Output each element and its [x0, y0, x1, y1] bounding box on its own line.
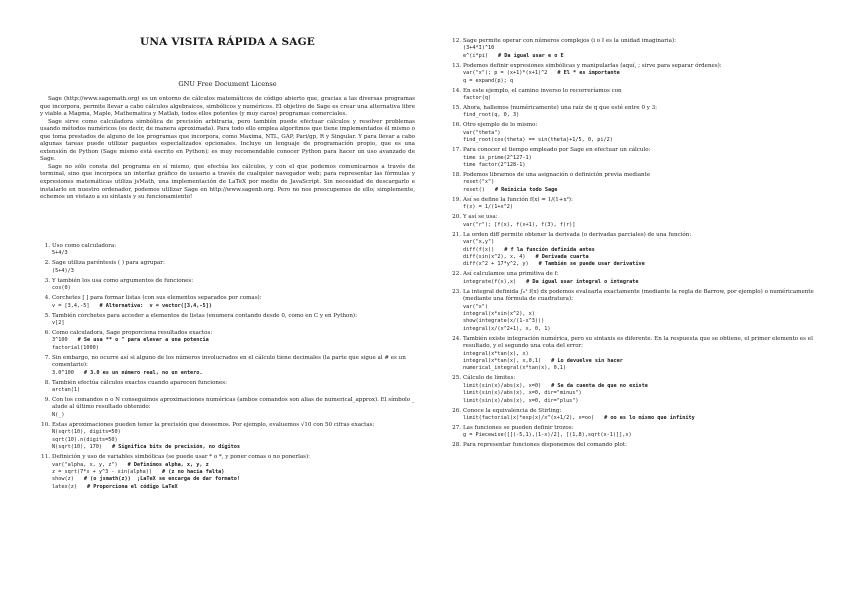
- list-item: [40, 313, 415, 328]
- item-description: Sage utiliza paréntesis ( ) para agrupar:: [52, 260, 165, 267]
- code-text: e^(i*pi): [463, 52, 488, 59]
- item-description: Otro ejemplo de lo mismo:: [463, 122, 538, 129]
- code-comment: # También se puede usar derivative: [538, 261, 645, 268]
- code-text: time factor(2^128-1): [463, 162, 526, 169]
- item-number: 5.: [44, 312, 50, 319]
- item-number: 22.: [452, 271, 461, 278]
- list-item: [451, 232, 819, 269]
- code-line: [463, 358, 819, 365]
- code-comment: # Alternativa: v = vector([3,4,-5]): [99, 302, 212, 309]
- list-item: [451, 425, 819, 440]
- code-line: [463, 432, 819, 439]
- list-item: [451, 38, 819, 60]
- code-comment: # Proporciona el código LaTeX: [87, 483, 178, 490]
- item-description: Para representar funciones disponemos del comando plot:: [463, 442, 627, 449]
- item-description: Sin embargo, no ocurre así si alguno de los números involucrados en el cálculo tiene decimales (la parte que sigue al # es un comentario):: [52, 354, 406, 369]
- list-item: [451, 289, 819, 333]
- code-comment: # f la función definida antes: [504, 246, 595, 253]
- code-line: [52, 484, 415, 491]
- code-line: [463, 398, 819, 405]
- item-description: Para conocer el tiempo empleado por Sage en efectuar un cálculo:: [463, 147, 651, 154]
- item-number: 16.: [452, 122, 461, 129]
- right-numbered-list: [451, 38, 819, 452]
- item-number: 27.: [452, 425, 461, 431]
- list-item: [451, 88, 819, 103]
- list-item: [40, 380, 415, 395]
- list-item: [40, 278, 415, 293]
- code-line: [463, 326, 819, 333]
- code-text: var("x,y"): [463, 239, 495, 246]
- item-number: 12.: [452, 38, 461, 44]
- list-item: [451, 105, 819, 120]
- code-text: limit(sin(x)/abs(x), x=0): [463, 382, 542, 389]
- code-text: diff(sin(x^2), x, 4): [463, 253, 526, 260]
- document-title: UNA VISITA RÁPIDA A SAGE: [139, 36, 316, 48]
- code-text: find_root(q, 0, 3): [463, 112, 520, 119]
- code-line: [463, 279, 819, 286]
- list-item: [451, 172, 819, 194]
- code-line: [463, 70, 819, 77]
- code-comment: # El * es importante: [557, 70, 620, 77]
- item-description: La orden diff permite obtener la derivada (o derivadas parciales) de una función:: [463, 231, 692, 238]
- list-item: [451, 408, 819, 423]
- code-text: integral(x*tan(x), x,0,1): [463, 357, 542, 364]
- code-line: [463, 318, 819, 325]
- code-text: var("r"); [f(x), f(x+1), f(3), f(r)]: [463, 221, 576, 228]
- code-line: [463, 95, 819, 102]
- item-description: En este ejemplo, el camino inverso lo recorreríamos con: [463, 87, 622, 94]
- item-number: 9.: [44, 397, 50, 404]
- code-line: [52, 320, 415, 327]
- code-line: [463, 78, 819, 85]
- list-item: [451, 63, 819, 85]
- item-description: La integral definida ∫₀¹ f(x) dx podemos evaluarla exactamente (mediante la regla de Barrow, por ejemplo) o numéricamente (mediante una fórmula de cuadratura):: [463, 288, 814, 303]
- code-text: reset("x"): [463, 179, 495, 186]
- code-line: [52, 250, 415, 257]
- intro-paragraph: Sage (http://www.sagemath.org) es un entorno de cálculos matemáticos de código abierto que, gracias a las diversas programas que incorpora, permite llevar a cabo cálculos algebraicos, simbólicos y numéricos. El objetivo de Sage es crear una alternativa libre y viable a Magma, Maple, Mathematica y Matlab, todos ellos potentes (y muy caros) programas comerciales.: [40, 96, 415, 118]
- code-text: v[2]: [52, 320, 65, 327]
- code-text: limit(factorial(x)*exp(x)/x^(x+1/2), x=oo): [463, 415, 595, 421]
- item-number: 17.: [452, 147, 461, 154]
- code-text: var("x"); p = (x+1)*(x+1)^2: [463, 70, 548, 77]
- item-description: También corchetes para acceder a elementos de listas (enumera contando desde 0, como en C y en Python):: [52, 312, 357, 319]
- code-text: var("theta"): [463, 129, 501, 136]
- code-text: N(sqrt(10), 170): [52, 444, 102, 451]
- item-description: Definición y uso de variables simbólicas (se puede usar * o *, y poner comas o no ponerlas):: [52, 454, 311, 461]
- license-line: GNU Free Document License: [178, 80, 277, 88]
- code-text: time is_prime(2^127-1): [463, 154, 532, 161]
- code-text: var("alpha, x, y, z"): [52, 461, 118, 468]
- list-item: [451, 197, 819, 212]
- item-number: 23.: [452, 288, 461, 295]
- item-number: 18.: [452, 172, 461, 179]
- list-item: [40, 355, 415, 377]
- code-line: [463, 383, 819, 390]
- item-number: 25.: [452, 375, 461, 382]
- code-line: [52, 303, 415, 310]
- list-item: [40, 422, 415, 452]
- intro-paragraph: Sage sirve como calculadora simbólica de precisión arbitraria, pero también puede efectuar cálculos y resolver problemas usando métodos numéricos (es decir, de manera aproximada). Para todo ello emplea algoritmos que tiene implementados él mismo o que toma prestados de alguno de los programas que incorpora, como Maxima, NTL, GAP, Pari/gp, R y Singular. Y para llevar a cabo algunas tareas puede utilizar paquetes especializados opcionales. Incluye un lenguaje de programación propio, que es una extensión de Python (Sage mismo está escrito en Python); es muy recomendable conocer Python para hacer un uso avanzado de Sage.: [40, 118, 415, 163]
- item-number: 11.: [41, 454, 50, 461]
- item-description: Corchetes [ ] para formar listas (con sus elementos separados por comas):: [52, 295, 262, 302]
- code-text: f(x) = 1/(1+x^2): [463, 204, 513, 211]
- code-line: [463, 187, 819, 194]
- item-number: 10.: [41, 421, 50, 428]
- code-comment: # (z no hacía falta): [161, 468, 225, 475]
- code-text: find_root(cos(theta) == sin(theta)+1/5, 0, pi/2): [463, 137, 613, 144]
- code-comment: # Da igual usar e o E: [498, 52, 564, 59]
- code-comment: # 3.0 es un número real, no un entero.: [83, 369, 203, 376]
- item-description: Conoce la equivalencia de Stirling:: [463, 407, 562, 414]
- code-text: 3^100: [52, 337, 68, 344]
- code-text: z = sqrt(7*x + y^3 - sin(alpha)): [52, 468, 152, 475]
- code-line: [52, 268, 415, 275]
- code-line: [52, 437, 415, 444]
- code-text: arctan(1): [52, 387, 81, 394]
- code-line: [52, 429, 415, 436]
- item-number: 24.: [452, 335, 461, 342]
- code-text: factorial(1000): [52, 344, 99, 351]
- code-line: [463, 155, 819, 162]
- code-text: reset(): [463, 186, 485, 193]
- list-item: [451, 375, 819, 405]
- code-comment: # Se da cuenta de que no existe: [551, 382, 648, 389]
- code-line: [52, 476, 415, 483]
- code-text: 3.0^100: [52, 369, 74, 376]
- code-text: factor(q): [463, 95, 492, 102]
- code-text: v = [3,4,-5]: [52, 302, 90, 309]
- code-text: (5+4)/3: [52, 267, 74, 274]
- code-line: [463, 415, 819, 422]
- code-line: [463, 304, 819, 311]
- intro-section: [40, 96, 415, 202]
- code-text: g = Piecewise([[(-5,1),(1-x)/2], [(1,8),sqrt(x-1)]],x): [463, 432, 632, 439]
- list-item: [40, 454, 415, 491]
- code-text: var("x"): [463, 303, 488, 310]
- code-text: integral(x*tan(x), x): [463, 350, 529, 357]
- item-number: 20.: [452, 214, 461, 221]
- item-description: También efectúa cálculos exactos cuando aparecen funciones:: [52, 379, 227, 386]
- item-number: 3.: [44, 277, 50, 284]
- code-line: [52, 462, 415, 469]
- code-line: [463, 222, 819, 229]
- code-line: [463, 365, 819, 372]
- code-line: [52, 444, 415, 451]
- code-comment: # Significa bits de precisión, no dígitos: [111, 444, 241, 451]
- code-text: show(z): [52, 476, 74, 483]
- item-description: Y también los usa como argumentos de funciones:: [52, 277, 194, 284]
- item-description: Ahora, hallemos (numéricamente) una raíz de q que esté entre 0 y 3:: [463, 105, 658, 112]
- list-item: [451, 122, 819, 144]
- code-comment: # Se usa ** o ^ para elevar a una potencia: [77, 337, 209, 344]
- code-line: [463, 390, 819, 397]
- code-comment: # oo es lo mismo que infinity: [604, 415, 695, 421]
- item-description: Así se define la función f(x) = 1/(1+x²):: [463, 196, 573, 203]
- list-item: [40, 260, 415, 275]
- code-text: 5+4/3: [52, 250, 68, 257]
- code-line: [463, 130, 819, 137]
- code-line: [463, 239, 819, 246]
- item-number: 19.: [452, 196, 461, 203]
- code-line: [52, 387, 415, 394]
- code-text: N(sqrt(10), digits=50): [52, 429, 121, 436]
- code-text: (3+4*I)^10: [463, 45, 495, 52]
- code-text: integral(x/(x^2+1), x, 0, 1): [463, 325, 551, 332]
- code-line: [463, 112, 819, 119]
- code-text: show(integrate(x/(1-x^3))): [463, 318, 545, 325]
- code-text: limit(sin(x)/abs(x), x=0, dir="minus"): [463, 390, 582, 397]
- code-text: diff(f(x)): [463, 246, 495, 253]
- code-line: [52, 370, 415, 377]
- code-comment: # Reinicia todo Sage: [494, 186, 558, 193]
- list-item: [40, 397, 415, 419]
- code-text: integrate(f(x),x): [463, 278, 517, 285]
- item-description: Y así se usa:: [463, 214, 498, 221]
- item-description: Las funciones se pueden definir trozos:: [463, 425, 574, 431]
- item-number: 14.: [452, 87, 461, 94]
- item-number: 1.: [44, 243, 50, 249]
- list-item: [451, 147, 819, 169]
- code-line: [463, 162, 819, 169]
- code-comment: # (o jsmath(z)) ¡LaTeX se encarga de dar formato!: [83, 476, 241, 483]
- left-numbered-list: [40, 243, 415, 494]
- code-text: q = expand(p); q: [463, 77, 513, 84]
- code-line: [463, 247, 819, 254]
- code-line: [463, 261, 819, 268]
- item-description: Estas aproximaciones pueden tener la precisión que deseemos. Por ejemplo, evaluemos √10 con 50 cifras exactas:: [52, 421, 375, 428]
- code-comment: # Lo devuelve sin hacer: [551, 357, 623, 364]
- item-number: 21.: [452, 231, 461, 238]
- item-description: Uso como calculadora:: [52, 243, 117, 249]
- code-text: numerical_integral(x*tan(x), 0,1): [463, 365, 567, 372]
- code-line: [463, 311, 819, 318]
- code-comment: # Derivada cuarta: [535, 253, 589, 260]
- list-item: [451, 214, 819, 229]
- item-number: 7.: [44, 354, 50, 361]
- item-description: Así calculamos una primitiva de f:: [463, 271, 559, 278]
- item-description: Podemos definir expresiones simbólicas y manipularlas (aquí, ; sirve para separar órdenes):: [463, 62, 722, 69]
- code-line: [52, 285, 415, 292]
- code-text: sqrt(10).n(digits=50): [52, 436, 118, 443]
- item-description: También existe integración numérica, pero su sintaxis es diferente. En la respuesta que se obtiene, el primer elemento es el resultado, y el segundo una cota del error:: [463, 335, 813, 350]
- code-line: [463, 351, 819, 358]
- item-number: 15.: [452, 105, 461, 112]
- item-number: 6.: [44, 330, 50, 337]
- code-text: latex(z): [52, 483, 77, 490]
- code-line: [463, 204, 819, 211]
- item-description: Sage permite operar con números complejos (i o I es la unidad imaginaria):: [463, 38, 676, 44]
- item-number: 26.: [452, 407, 461, 414]
- list-item: [40, 330, 415, 352]
- code-line: [52, 345, 415, 352]
- item-number: 2.: [44, 260, 50, 267]
- code-line: [463, 45, 819, 52]
- item-description: Podemos librarnos de una asignación o definición previa mediante: [463, 172, 651, 179]
- intro-paragraph: Sage no sólo consta del programa en sí mismo, que efectúa los cálculos, y con el que podemos comunicarnos a través de terminal, sino que incorpora un interfaz gráfico de usuario a través de cualquier navegador web; para representar las fórmulas y expresiones matemáticas utiliza jsMath, una implementación de LaTeX por medio de JavaScript. Sin necesidad de descargarlo e instalarlo en nuestro ordenador, podemos utilizar Sage en http://www.sagenb.org. Pero no nos preocupemos de ello; simplemente, echemos un vistazo a su sintaxis y su funcionamiento!: [40, 163, 415, 201]
- code-text: N(_): [52, 411, 65, 418]
- code-comment: # Da igual usar integral o integrate: [526, 278, 639, 285]
- item-number: 8.: [44, 379, 50, 386]
- code-line: [463, 137, 819, 144]
- list-item: [40, 295, 415, 310]
- list-item: [40, 243, 415, 258]
- list-item: [451, 442, 819, 449]
- item-number: 28.: [452, 442, 461, 449]
- code-line: [52, 412, 415, 419]
- code-text: cos(0): [52, 285, 71, 292]
- list-item: [451, 271, 819, 286]
- code-line: [52, 337, 415, 344]
- code-text: diff(x^2 + 17*y^2, y): [463, 261, 529, 268]
- code-comment: # Definimos alpha, x, y, z: [127, 461, 209, 468]
- code-line: [463, 53, 819, 60]
- list-item: [451, 336, 819, 373]
- code-line: [463, 179, 819, 186]
- item-number: 13.: [452, 62, 461, 69]
- item-description: Como calculadora, Sage proporciona resultados exactos:: [52, 330, 213, 337]
- code-text: integral(x*sin(x^2), x): [463, 310, 535, 317]
- item-description: Con los comandos n o N conseguimos aproximaciones numéricas (ambos comandos son alias de numerical_approx). El símbolo _ alude al último resultado obtenido:: [52, 397, 415, 411]
- item-description: Cálculo de límites:: [463, 375, 516, 382]
- code-text: limit(sin(x)/abs(x), x=0, dir="plus"): [463, 397, 579, 404]
- item-number: 4.: [44, 295, 50, 302]
